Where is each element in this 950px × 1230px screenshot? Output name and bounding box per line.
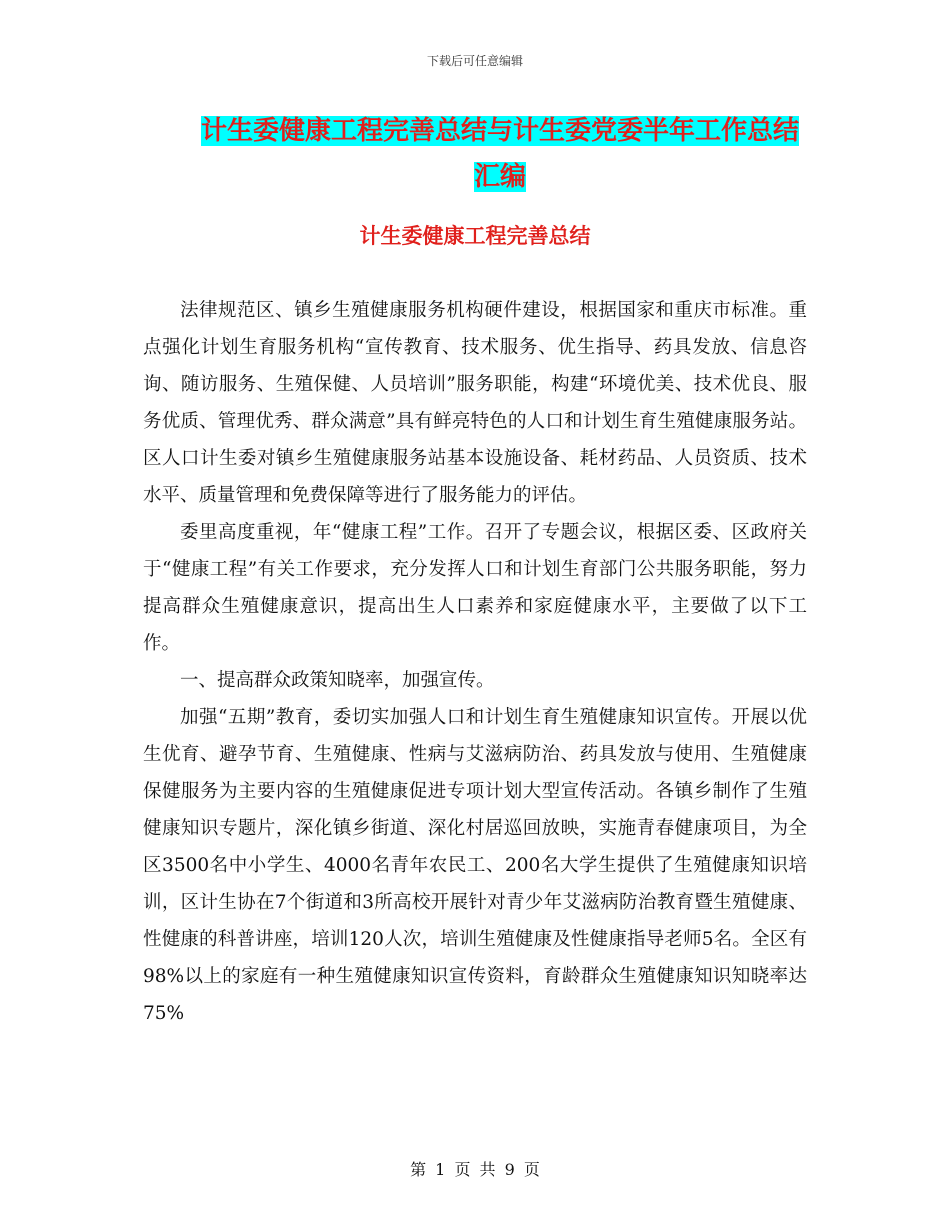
paragraph-3: 一、提高群众政策知晓率，加强宣传。 [180,670,495,691]
title-line-1: 计生委健康工程完善总结与计生委党委半年工作总结 [200,116,799,146]
document-title [150,108,850,200]
paragraph-2: 委里高度重视，年“健康工程”工作。召开了专题会议，根据区委、区政府关于“健康工程”有关工作要求，充分发挥人口和计划生育部门公共服务职能，努力提高群众生殖健康意识，提高出生人口素养和家庭健康水平，主要做了以下工作。 [143,522,807,654]
page-header: 下载后可任意编辑 [426,54,523,68]
document-body [143,292,807,1032]
paragraph-1: 法律规范区、镇乡生殖健康服务机构硬件建设，根据国家和重庆市标准。重点强化计划生育服务机构“宣传教育、技术服务、优生指导、药具发放、信息咨询、随访服务、生殖保健、人员培训”服务职能，构建“环境优美、技术优良、服务优质、管理优秀、群众满意”具有鲜亮特色的人口和计划生育生殖健康服务站。区人口计生委对镇乡生殖健康服务站基本设施设备、耗材药品、人员资质、技术水平、质量管理和免费保障等进行了服务能力的评估。 [143,300,807,506]
section-title: 计生委健康工程完善总结 [359,224,591,248]
page-footer: 第 1 页 共 9 页 [410,1160,540,1179]
title-line-2: 汇编 [473,162,526,192]
paragraph-4: 加强“五期”教育，委切实加强人口和计划生育生殖健康知识宣传。开展以优生优育、避孕节育、生殖健康、性病与艾滋病防治、药具发放与使用、生殖健康保健服务为主要内容的生殖健康促进专项计划大型宣传活动。各镇乡制作了生殖健康知识专题片，深化镇乡街道、深化村居巡回放映，实施青春健康项目，为全区3500名中小学生、4000名青年农民工、200名大学生提供了生殖健康知识培训，区计生协在7个街道和3所高校开展针对青少年艾滋病防治教育暨生殖健康、性健康的科普讲座，培训120人次，培训生殖健康及性健康指导老师5名。全区有98%以上的家庭有一种生殖健康知识宣传资料，育龄群众生殖健康知识知晓率达75% [143,707,807,1024]
